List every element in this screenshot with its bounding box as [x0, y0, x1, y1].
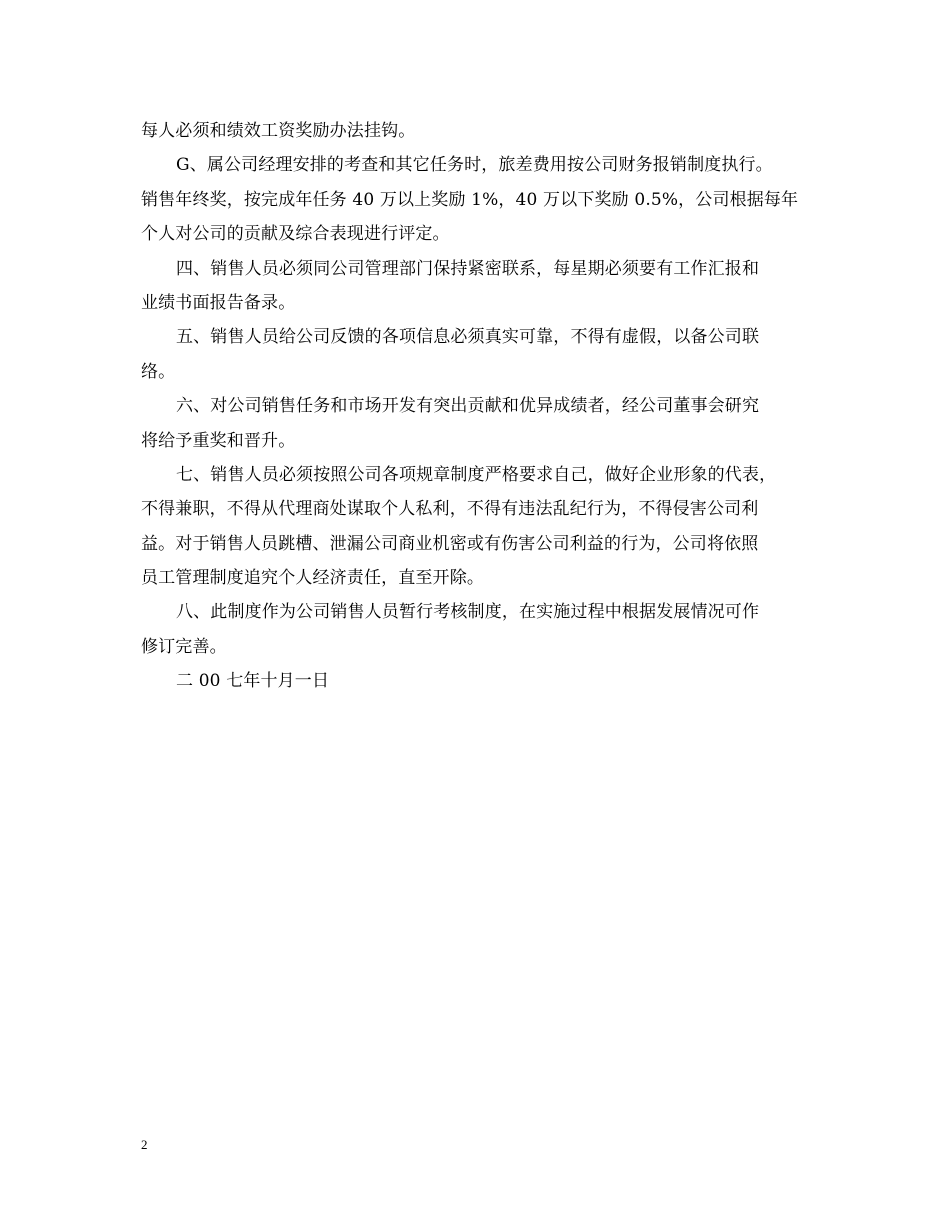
- paragraph-line: 络。: [141, 361, 176, 382]
- paragraph-line: 修订完善。: [141, 636, 227, 657]
- date-line: 二 00 七年十月一日: [176, 671, 330, 692]
- paragraph-line: 销售年终奖，按完成年任务 40 万以上奖励 1%，40 万以下奖励 0.5%，公司根据每年: [141, 189, 799, 210]
- page-number: 2: [141, 1137, 148, 1152]
- paragraph-line: 员工管理制度追究个人经济责任，直至开除。: [141, 568, 484, 589]
- paragraph-line: 五、销售人员给公司反馈的各项信息必须真实可靠，不得有虚假，以备公司联: [176, 327, 760, 348]
- document-body: [141, 114, 821, 699]
- paragraph-line: G、属公司经理安排的考查和其它任务时，旅差费用按公司财务报销制度执行。: [176, 155, 773, 176]
- paragraph-line: 业绩书面报告备录。: [141, 292, 296, 313]
- paragraph-line: 个人对公司的贡献及综合表现进行评定。: [141, 224, 450, 245]
- paragraph-line: 七、销售人员必须按照公司各项规章制度严格要求自己，做好企业形象的代表，: [176, 464, 777, 485]
- paragraph-line: 益。对于销售人员跳槽、泄漏公司商业机密或有伤害公司利益的行为，公司将依照: [141, 533, 759, 554]
- paragraph-line: 四、销售人员必须同公司管理部门保持紧密联系，每星期必须要有工作汇报和: [176, 258, 760, 279]
- paragraph-line: 将给予重奖和晋升。: [141, 430, 296, 451]
- paragraph-line: 八、此制度作为公司销售人员暂行考核制度，在实施过程中根据发展情况可作: [176, 602, 760, 623]
- paragraph-line: 每人必须和绩效工资奖励办法挂钩。: [141, 121, 416, 141]
- paragraph-line: 六、对公司销售任务和市场开发有突出贡献和优异成绩者，经公司董事会研究: [176, 396, 760, 417]
- paragraph-line: 不得兼职，不得从代理商处谋取个人私利，不得有违法乱纪行为，不得侵害公司利: [141, 499, 759, 520]
